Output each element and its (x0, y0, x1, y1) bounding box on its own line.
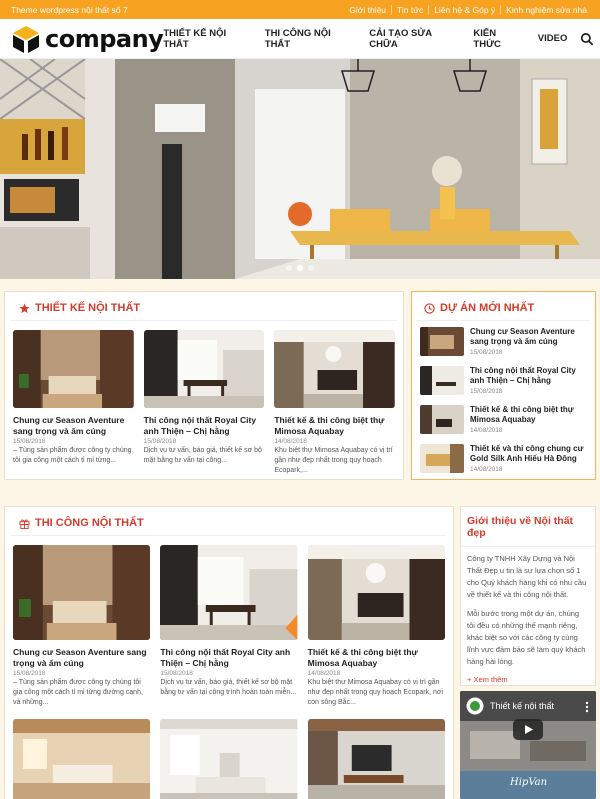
top-bar (0, 0, 600, 19)
post-card[interactable] (308, 719, 445, 799)
villa-image (308, 545, 445, 640)
post-title[interactable]: Chung cư Season Aventure sang trọng và ấm cúng (13, 647, 147, 669)
star-icon (19, 303, 30, 314)
post-excerpt: Dịch vụ tư vấn, báo giá, thiết kế sơ bộ mặt bằng tư vấn tại công trình hoàn toàn miễn... (160, 679, 297, 697)
intro-section (460, 506, 596, 686)
project-item[interactable] (420, 444, 587, 473)
post-date: 15/08/2018 (143, 438, 177, 446)
gift-icon (19, 518, 30, 529)
main-nav (163, 28, 594, 50)
site-tagline: Theme wordpress nội thất số 7 (11, 4, 128, 15)
post-title[interactable]: Thi công nội thất Royal City anh Thiện – Chị hằng (143, 415, 257, 437)
slider-dots (286, 265, 314, 271)
post-thumbnail[interactable] (13, 719, 150, 799)
project-item[interactable] (420, 366, 587, 395)
post-card[interactable] (144, 330, 265, 477)
nav-video[interactable]: VIDEO (537, 33, 568, 44)
post-thumbnail[interactable] (274, 330, 395, 408)
post-excerpt: Khu biệt thự Mimosa Aquabay có vị trí gần như đẹp nhất trong quy hoạch Ecopark, nơi con sông Bắc... (307, 679, 444, 707)
post-date: 15/08/2018 (160, 670, 193, 678)
post-excerpt: – Tùng sản phẩm được công ty chúng tôi gia công một cách tỉ mỉ từng đường cạnh, và những... (13, 679, 143, 707)
slider-dot-1[interactable] (286, 265, 292, 271)
section-title[interactable]: DỰ ÁN MỚI NHẤT (416, 292, 591, 321)
logo-text: company (45, 24, 164, 53)
latest-projects-section (411, 291, 596, 480)
intro-title[interactable]: Giới thiệu về Nội thất đẹp (461, 507, 595, 547)
post-title[interactable]: Thiết kế & thi công biệt thự Mimosa Aquabay (274, 415, 385, 437)
project-date: 14/08/2018 (470, 426, 503, 434)
intro-paragraph: Công ty TNHH Xây Dựng và Nội Thất Đẹp u tin là sự lựa chọn số 1 cho Quý khách hàng khi có nhu cầu về thiết kế và thi công nội thất. (467, 554, 587, 599)
post-date: 15/08/2018 (13, 670, 46, 678)
post-thumbnail[interactable] (308, 719, 445, 799)
project-list (412, 321, 595, 489)
post-card[interactable] (160, 719, 297, 799)
project-date: 14/08/2018 (470, 465, 503, 473)
section-title[interactable]: THIẾT KẾ NỘI THẤT (11, 292, 397, 321)
nav-interior-design[interactable]: THIẾT KẾ NỘI THẤT (163, 27, 227, 50)
post-title[interactable]: Thiết kế & thi công biệt thự Mimosa Aquabay (307, 647, 418, 669)
post-thumbnail[interactable] (144, 330, 265, 408)
section-title[interactable]: THI CÔNG NỘI THẤT (11, 507, 447, 536)
project-thumbnail[interactable] (420, 366, 464, 395)
project-date: 15/08/2018 (470, 348, 503, 356)
play-icon[interactable] (513, 719, 543, 740)
hero-image (0, 59, 600, 279)
white-living-image (160, 719, 297, 799)
interior-design-section (4, 291, 404, 480)
post-date: 14/08/2018 (307, 670, 341, 678)
intro-paragraph: Mỗi bước trong một dự án, chúng tôi đều có những thế mạnh riêng, khác biệt so với các công ty cùng lĩnh vực đảm bảo sẽ làm quý khách hàng hài lòng. (467, 609, 586, 666)
site-logo[interactable] (11, 24, 163, 54)
clock-icon (424, 303, 435, 314)
apartment-image (13, 545, 150, 640)
post-excerpt: – Tùng sản phẩm được công ty chúng tôi gia công một cách tỉ mỉ từng... (13, 447, 132, 465)
search-icon[interactable] (580, 32, 594, 46)
living-room-image (13, 719, 150, 799)
apartment-image (13, 330, 134, 408)
construction-cards-row-2 (5, 709, 453, 799)
nav-knowledge[interactable]: KIẾN THỨC (473, 27, 501, 50)
villa-image (274, 330, 395, 408)
hero-slider[interactable] (0, 59, 600, 279)
project-title[interactable]: Chung cư Season Aventure sang trọng và ấm cúng (470, 327, 575, 347)
video-embed[interactable] (460, 691, 596, 799)
post-title[interactable]: Chung cư Season Aventure sang trọng và ấm cúng (13, 415, 125, 437)
post-card[interactable] (160, 545, 297, 709)
top-link-about[interactable]: Giới thiệu (349, 4, 387, 15)
project-thumbnail[interactable] (420, 444, 464, 473)
top-links (344, 5, 592, 15)
project-date: 15/08/2018 (470, 387, 503, 395)
project-item[interactable] (420, 327, 587, 356)
tv-wall-image (308, 719, 445, 799)
nav-interior-construction[interactable]: THI CÔNG NỘI THẤT (264, 27, 331, 50)
site-header (0, 19, 600, 59)
video-title[interactable]: Thiết kế nội thất (490, 701, 555, 711)
post-card[interactable] (13, 330, 134, 477)
post-card[interactable] (13, 719, 150, 799)
nav-renovation[interactable]: CẢI TẠO SỬA CHỮA (369, 27, 432, 50)
channel-avatar[interactable] (466, 697, 484, 715)
post-card[interactable] (13, 545, 150, 709)
post-card[interactable] (308, 545, 445, 709)
slider-dot-2[interactable] (297, 265, 303, 271)
top-link-news[interactable]: Tin tức (391, 5, 428, 15)
project-title[interactable]: Thiết kế & thi công biệt thự Mimosa Aquabay (470, 405, 574, 425)
post-date: 15/08/2018 (13, 438, 46, 446)
post-title[interactable]: Thi công nội thất Royal City anh Thiện – Chị hằng (160, 647, 291, 669)
company-logo-icon (11, 24, 41, 54)
post-date: 14/08/2018 (274, 438, 307, 446)
post-thumbnail[interactable] (308, 545, 445, 640)
more-vert-icon[interactable] (584, 701, 590, 713)
post-thumbnail[interactable] (160, 545, 297, 640)
project-title[interactable]: Thiết kế và thi công chung cư Gold Silk Anh Hiếu Hà Đông (470, 444, 584, 464)
slider-dot-3[interactable] (308, 265, 314, 271)
design-cards (5, 321, 403, 477)
project-thumbnail[interactable] (420, 327, 464, 356)
post-card[interactable] (274, 330, 395, 477)
read-more-link[interactable]: + Xem thêm (467, 675, 508, 684)
post-excerpt: Khu biệt thự Mimosa Aquabay có vị trí gần như đẹp nhất trong quy hoạch Ecopark,... (274, 447, 393, 475)
project-title[interactable]: Thi công nội thất Royal City anh Thiện – Chị hằng (470, 366, 576, 386)
project-thumbnail[interactable] (420, 405, 464, 434)
top-link-experience[interactable]: Kinh nghiệm sửa nhà (500, 5, 592, 15)
dining-image (160, 545, 297, 640)
post-thumbnail[interactable] (13, 330, 134, 408)
dining-image (144, 330, 265, 408)
post-excerpt: Dịch vụ tư vấn, báo giá, thiết kế sơ bộ mặt bằng tư vấn tại công... (143, 447, 262, 465)
construction-cards (5, 536, 453, 709)
post-thumbnail[interactable] (13, 545, 150, 640)
interior-construction-section (4, 506, 454, 799)
post-thumbnail[interactable] (160, 719, 297, 799)
top-link-contact[interactable]: Liên hệ & Góp ý (428, 5, 500, 15)
video-brand: HipVan (510, 777, 548, 788)
project-item[interactable] (420, 405, 587, 434)
